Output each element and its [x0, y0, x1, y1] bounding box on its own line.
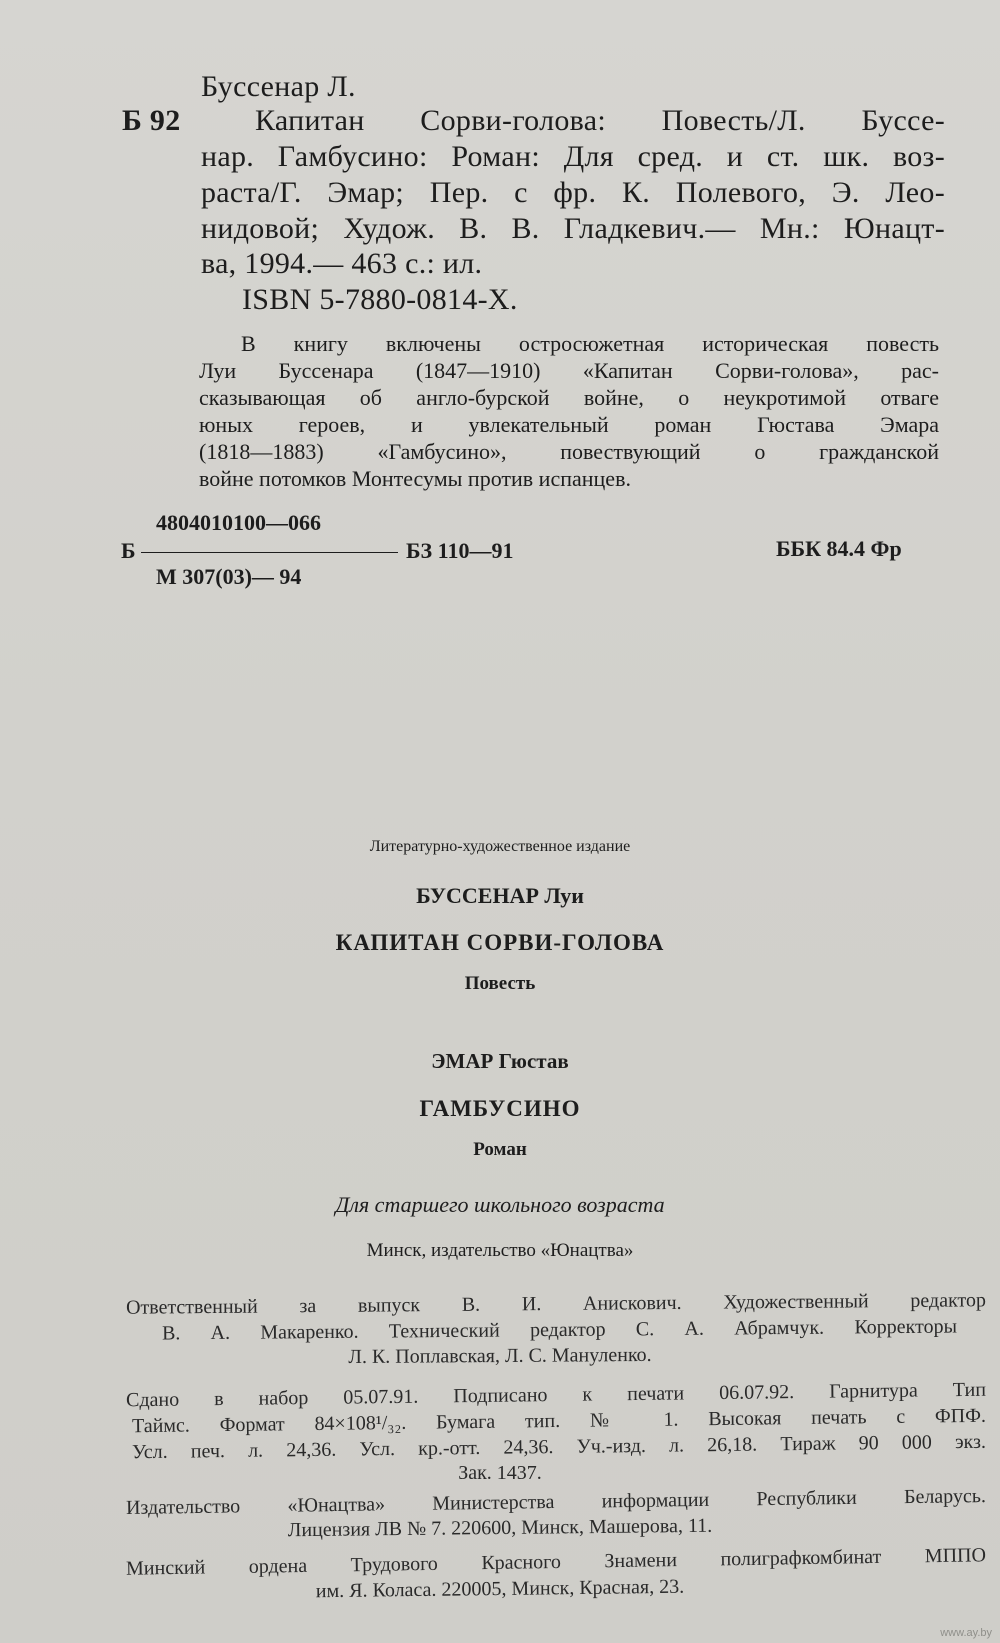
- description-line: раста/Г. Эмар; Пер. с фр. К. Полевого, Э. Лео-: [201, 176, 945, 209]
- isbn: ISBN 5-7880-0814-X.: [242, 283, 518, 316]
- printer-line: им. Я. Коласа. 220005, Минск, Красная, 23.: [315, 1575, 685, 1603]
- edition-type: Литературно-художественное издание: [369, 838, 631, 855]
- annotation-line: (1818—1883) «Гамбусино», повествующий о гражданской: [199, 439, 939, 464]
- description-line: ва, 1994.— 463 с.: ил.: [201, 247, 483, 280]
- fraction-rule: [141, 552, 398, 553]
- classification-code: БЗ 110—91: [406, 538, 514, 563]
- author-heading: Буссенар Л.: [201, 70, 356, 103]
- description-line: нар. Гамбусино: Роман: Для сред. и ст. шк. воз-: [201, 140, 945, 173]
- publisher-line: Лицензия ЛВ № 7. 220600, Минск, Машерова, 11.: [287, 1514, 713, 1542]
- publisher-city: Минск, издательство «Юнацтва»: [366, 1240, 634, 1261]
- author-2: ЭМАР Гюстав: [431, 1049, 569, 1073]
- title-1: КАПИТАН СОРВИ-ГОЛОВА: [335, 930, 665, 955]
- publisher-line: Издательство «Юнацтва» Министерства информации Республики Беларусь.: [125, 1484, 987, 1520]
- genre-2: Роман: [473, 1139, 527, 1160]
- catalog-index: Б 92: [122, 104, 181, 137]
- annotation-line: юных героев, и увлекательный роман Гюстава Эмара: [199, 412, 939, 437]
- annotation-line: войне потомков Монтесумы против испанцев.: [199, 466, 631, 491]
- classification-denominator: М 307(03)— 94: [156, 564, 302, 589]
- watermark: www.ay.by: [940, 1627, 992, 1639]
- tech-line: Сдано в набор 05.07.91. Подписано к печати 06.07.92. Гарнитура Тип: [125, 1378, 987, 1412]
- credits-line: В. А. Макаренко. Технический редактор С. А. Абрамчук. Корректоры: [161, 1315, 958, 1345]
- tech-line: Таймс. Формат 84×108¹/₃₂. Бумага тип. № 1. Высокая печать с ФПФ.: [131, 1404, 987, 1438]
- tech-line: Усл. печ. л. 24,36. Усл. кр.-отт. 24,36. Уч.-изд. л. 26,18. Тираж 90 000 экз.: [131, 1430, 987, 1464]
- classification-letter: Б: [121, 538, 136, 563]
- bbk-code: ББК 84.4 Фр: [776, 536, 902, 561]
- genre-1: Повесть: [464, 973, 536, 994]
- annotation-line: Луи Буссенара (1847—1910) «Капитан Сорви-голова», рас-: [199, 358, 939, 383]
- credits-line: Л. К. Поплавская, Л. С. Мануленко.: [348, 1343, 652, 1369]
- annotation-line: сказывающая об англо-бурской войне, о неукротимой отваге: [199, 385, 939, 410]
- tech-line: Зак. 1437.: [458, 1462, 542, 1484]
- annotation-line: В книгу включены остросюжетная историческая повесть: [241, 331, 939, 356]
- description-line: Капитан Сорви-голова: Повесть/Л. Буссе-: [255, 104, 945, 137]
- credits-line: Ответственный за выпуск В. И. Анискович. Художественный редактор: [125, 1289, 987, 1319]
- printer-line: Минский ордена Трудового Красного Знамени полиграфкомбинат МППО: [125, 1544, 987, 1580]
- audience: Для старшего школьного возраста: [335, 1192, 665, 1217]
- title-2: ГАМБУСИНО: [419, 1096, 581, 1121]
- classification-numerator: 4804010100—066: [156, 510, 321, 535]
- author-1: БУССЕНАР Луи: [416, 883, 584, 908]
- description-line: нидовой; Худож. В. В. Гладкевич.— Мн.: Юнацт-: [201, 212, 945, 245]
